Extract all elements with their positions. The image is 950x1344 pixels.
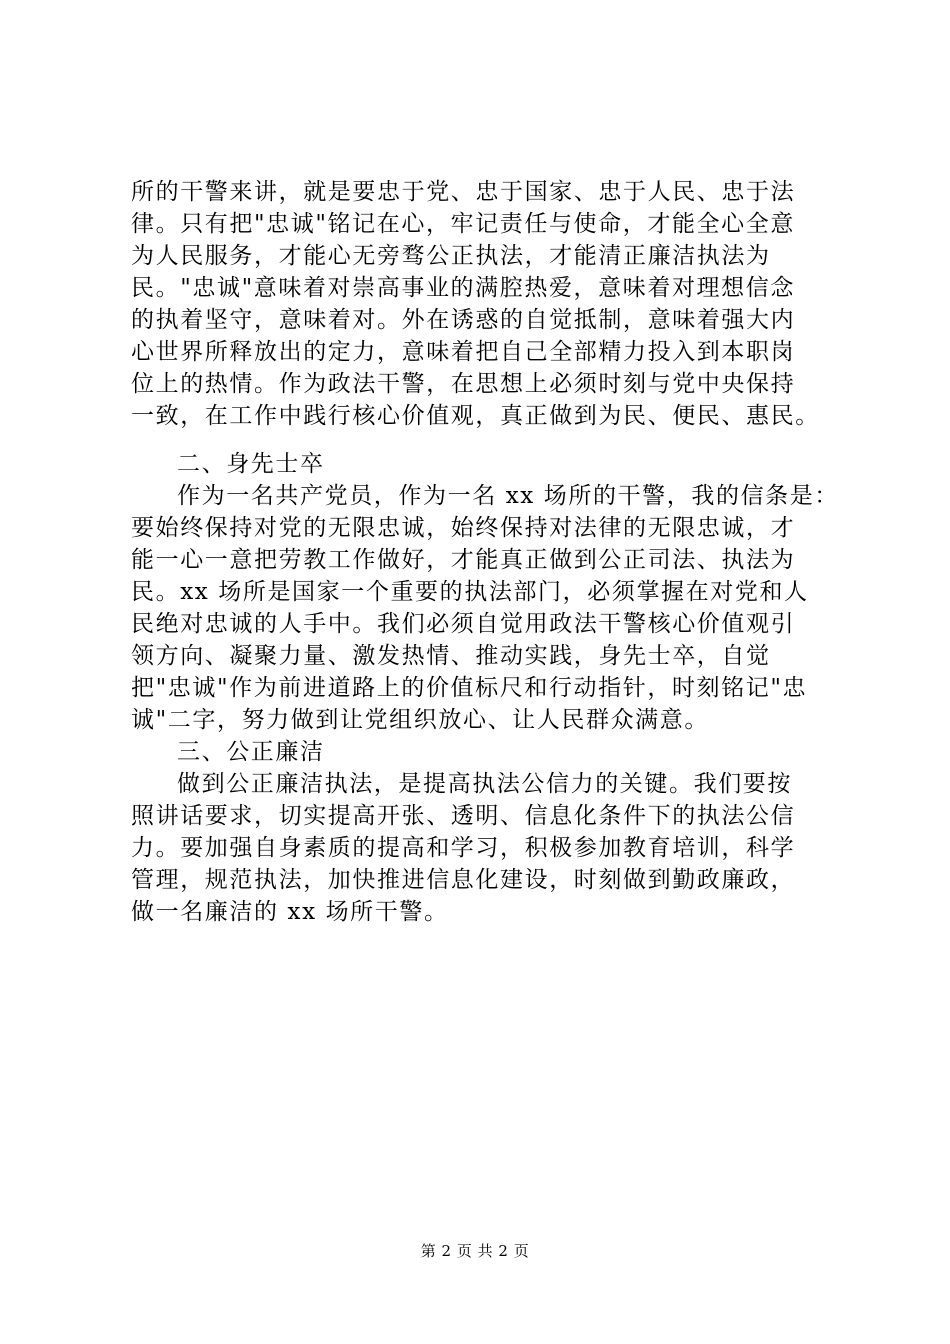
text-line: 诚"二字，努力做到让党组织放心、让人民群众满意。 — [131, 707, 709, 733]
text-line: 民。xx 场所是国家一个重要的执法部门，必须掌握在对党和人 — [131, 579, 809, 605]
text-line: 做到公正廉洁执法，是提高执法公信力的关键。我们要按 — [177, 771, 792, 797]
paragraph-gap — [131, 432, 831, 448]
text-line: 民。"忠诚"意味着对崇高事业的满腔热爱，意味着对理想信念 — [131, 275, 795, 301]
text-line: 心世界所释放出的定力，意味着把自己全部精力投入到本职岗 — [131, 339, 796, 365]
text-line: 律。只有把"忠诚"铭记在心，牢记责任与使命，才能全心全意 — [131, 211, 795, 237]
document-body — [131, 176, 839, 928]
text-line: 的执着坚守，意味着对。外在诱惑的自觉抵制，意味着强大内 — [131, 307, 796, 333]
text-line: 把"忠诚"作为前进道路上的价值标尺和行动指针，时刻铭记"忠 — [131, 675, 808, 701]
text-line: 民绝对忠诚的人手中。我们必须自觉用政法干警核心价值观引 — [131, 611, 796, 637]
text-line: 位上的热情。作为政法干警，在思想上必须时刻与党中央保持 — [131, 371, 796, 397]
text-line: 领方向、凝聚力量、激发热情、推动实践，身先士卒，自觉 — [131, 643, 771, 669]
text-line: 管理，规范执法，加快推进信息化建设，时刻做到勤政廉政， — [131, 867, 796, 893]
section-heading: 二、身先士卒 — [177, 451, 325, 477]
text-line: 一致，在工作中践行核心价值观，真正做到为民、便民、惠民。 — [131, 403, 820, 429]
text-line: 作为一名共产党员，作为一名 xx 场所的干警，我的信条是： — [177, 483, 839, 509]
page-number-footer: 第 2 页 共 2 页 — [420, 1242, 530, 1260]
text-line: 所的干警来讲，就是要忠于党、忠于国家、忠于人民、忠于法 — [131, 179, 796, 205]
text-line: 能一心一意把劳教工作做好，才能真正做到公正司法、执法为 — [131, 547, 796, 573]
text-line: 要始终保持对党的无限忠诚，始终保持对法律的无限忠诚，才 — [131, 515, 796, 541]
text-line: 做一名廉洁的 xx 场所干警。 — [131, 899, 449, 925]
section-heading: 三、公正廉洁 — [177, 739, 325, 765]
text-line: 为人民服务，才能心无旁骛公正执法，才能清正廉洁执法为 — [131, 243, 771, 269]
text-line: 照讲话要求，切实提高开张、透明、信息化条件下的执法公信 — [131, 803, 796, 829]
text-line: 力。要加强自身素质的提高和学习，积极参加教育培训，科学 — [131, 835, 796, 861]
